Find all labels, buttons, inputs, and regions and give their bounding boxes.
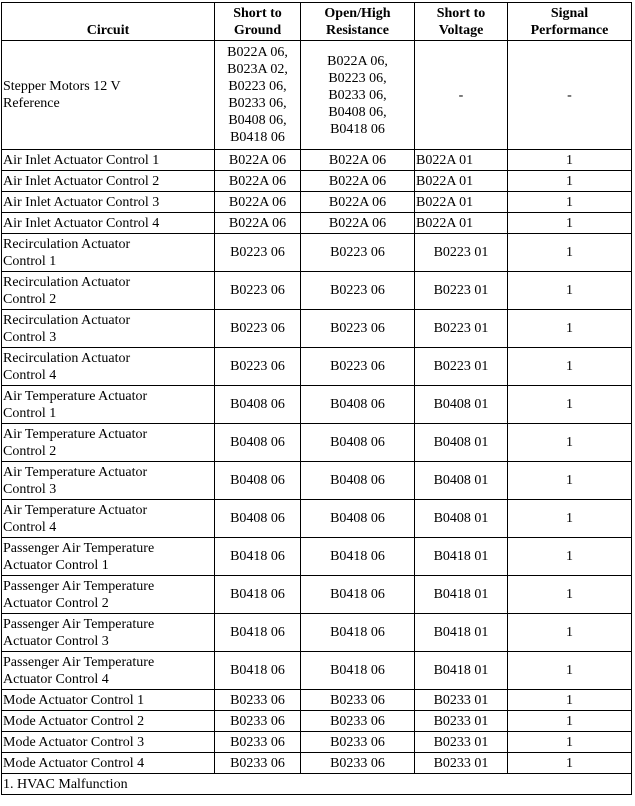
cell-line: Air Temperature Actuator bbox=[3, 426, 148, 442]
cell-signal-performance bbox=[508, 690, 632, 711]
cell-signal-performance bbox=[508, 732, 632, 753]
cell-line: B0408 06 bbox=[230, 473, 285, 488]
header-line: Resistance bbox=[326, 22, 389, 38]
cell-line: 1 bbox=[566, 359, 573, 374]
cell-line: Recirculation Actuator bbox=[3, 236, 131, 252]
cell-line: B022A 06, bbox=[227, 45, 288, 60]
table-body bbox=[2, 41, 632, 774]
cell-line: B023A 02, bbox=[227, 62, 288, 77]
cell-line: B0418 06 bbox=[330, 121, 385, 137]
cell-line: 1 bbox=[566, 173, 573, 189]
table-row bbox=[2, 150, 632, 171]
footnote: 1. HVAC Malfunction bbox=[2, 774, 632, 795]
cell-line: Recirculation Actuator bbox=[3, 312, 131, 328]
cell-signal-performance bbox=[508, 424, 632, 462]
cell-signal-performance bbox=[508, 213, 632, 234]
table-row bbox=[2, 690, 632, 711]
cell-signal-performance bbox=[508, 272, 632, 310]
cell-line: B0408 01 bbox=[433, 435, 489, 450]
cell-line: 1 bbox=[566, 663, 573, 678]
cell-line: Passenger Air Temperature bbox=[3, 616, 155, 632]
cell-short-to-ground bbox=[215, 538, 301, 576]
header-short-to-ground bbox=[215, 3, 301, 41]
cell-short-to-ground bbox=[215, 652, 301, 690]
cell-line: 1 bbox=[566, 194, 573, 210]
cell-short-to-ground bbox=[215, 348, 301, 386]
cell-line: B0233 06, bbox=[228, 96, 287, 111]
cell-short-to-voltage bbox=[415, 711, 508, 732]
table-row bbox=[2, 614, 632, 652]
cell-line: B0408 06 bbox=[230, 511, 285, 526]
cell-line: Mode Actuator Control 3 bbox=[3, 734, 145, 750]
cell-line: B0223 06 bbox=[330, 321, 385, 336]
cell-line: - bbox=[458, 87, 464, 103]
cell-line: B0418 01 bbox=[433, 663, 489, 678]
table-row bbox=[2, 192, 632, 213]
cell-line: B0233 06 bbox=[330, 734, 385, 750]
cell-line: B0408 01 bbox=[433, 473, 489, 488]
cell-line: 1 bbox=[566, 713, 573, 729]
cell-line: B0233 06 bbox=[230, 755, 285, 771]
cell-open-high-resistance bbox=[301, 753, 415, 774]
cell-line: 1 bbox=[566, 321, 573, 336]
cell-short-to-ground bbox=[215, 711, 301, 732]
cell-line: B0418 06 bbox=[330, 549, 385, 564]
cell-line: B0233 06, bbox=[328, 87, 387, 103]
cell-short-to-voltage bbox=[415, 234, 508, 272]
cell-signal-performance bbox=[508, 576, 632, 614]
cell-line: B0408 06 bbox=[330, 397, 385, 412]
cell-line: B0418 01 bbox=[433, 587, 489, 602]
cell-open-high-resistance bbox=[301, 150, 415, 171]
cell-short-to-ground bbox=[215, 690, 301, 711]
cell-open-high-resistance bbox=[301, 690, 415, 711]
header-circuit: Circuit bbox=[2, 3, 215, 41]
cell-short-to-voltage bbox=[415, 690, 508, 711]
cell-short-to-ground bbox=[215, 576, 301, 614]
cell-short-to-ground bbox=[215, 192, 301, 213]
cell-short-to-voltage bbox=[415, 462, 508, 500]
cell-line: Air Inlet Actuator Control 4 bbox=[3, 215, 160, 231]
cell-short-to-voltage bbox=[415, 576, 508, 614]
table-row bbox=[2, 462, 632, 500]
table-row bbox=[2, 386, 632, 424]
cell-line: B0418 06 bbox=[230, 587, 285, 602]
cell-line: B0233 06 bbox=[330, 713, 385, 729]
header-line: Open/High bbox=[324, 5, 391, 21]
cell-open-high-resistance bbox=[301, 171, 415, 192]
cell-line: Control 1 bbox=[3, 405, 57, 421]
cell-line: B0223 01 bbox=[433, 321, 489, 336]
cell-line: Actuator Control 2 bbox=[3, 595, 109, 611]
cell-signal-performance bbox=[508, 652, 632, 690]
cell-circuit bbox=[2, 732, 215, 753]
cell-line: 1 bbox=[566, 755, 573, 771]
cell-line: Actuator Control 1 bbox=[3, 557, 109, 573]
cell-circuit bbox=[2, 711, 215, 732]
cell-line: B022A 06 bbox=[228, 152, 287, 168]
cell-open-high-resistance bbox=[301, 272, 415, 310]
table-row bbox=[2, 348, 632, 386]
cell-short-to-voltage bbox=[415, 41, 508, 150]
cell-signal-performance bbox=[508, 234, 632, 272]
cell-line: Stepper Motors 12 V bbox=[3, 79, 121, 94]
cell-line: 1 bbox=[566, 473, 573, 488]
cell-line: B0408 06 bbox=[330, 473, 385, 488]
cell-line: B022A 06 bbox=[328, 173, 387, 189]
cell-line: B0233 06 bbox=[230, 734, 285, 750]
cell-line: Recirculation Actuator bbox=[3, 274, 131, 290]
cell-open-high-resistance bbox=[301, 732, 415, 753]
cell-short-to-voltage bbox=[415, 310, 508, 348]
cell-short-to-voltage bbox=[415, 213, 508, 234]
cell-line: B0418 01 bbox=[433, 549, 489, 564]
cell-short-to-ground bbox=[215, 171, 301, 192]
cell-line: B0418 06 bbox=[230, 549, 285, 564]
cell-signal-performance bbox=[508, 348, 632, 386]
cell-line: Recirculation Actuator bbox=[3, 350, 131, 366]
cell-line: B0233 06 bbox=[230, 692, 285, 708]
cell-short-to-voltage bbox=[415, 171, 508, 192]
header-line: Performance bbox=[530, 22, 609, 38]
cell-signal-performance bbox=[508, 41, 632, 150]
cell-short-to-ground bbox=[215, 234, 301, 272]
cell-short-to-ground bbox=[215, 500, 301, 538]
cell-line: 1 bbox=[566, 245, 573, 260]
cell-circuit bbox=[2, 150, 215, 171]
cell-line: B022A 06, bbox=[327, 53, 388, 69]
cell-signal-performance bbox=[508, 500, 632, 538]
cell-circuit bbox=[2, 41, 215, 150]
header-line: Short to bbox=[233, 5, 282, 21]
cell-line: B0408 06 bbox=[330, 435, 385, 450]
cell-circuit bbox=[2, 576, 215, 614]
cell-short-to-ground bbox=[215, 462, 301, 500]
cell-line: - bbox=[567, 87, 572, 103]
cell-line: B0418 06 bbox=[330, 663, 385, 678]
cell-line: Control 3 bbox=[3, 329, 57, 345]
cell-circuit bbox=[2, 192, 215, 213]
cell-line: Control 2 bbox=[3, 291, 57, 307]
header-row bbox=[2, 3, 632, 41]
cell-circuit bbox=[2, 310, 215, 348]
table-row bbox=[2, 500, 632, 538]
header-short-to-voltage bbox=[415, 3, 508, 41]
cell-short-to-ground bbox=[215, 41, 301, 150]
cell-open-high-resistance bbox=[301, 41, 415, 150]
cell-line: B0223 01 bbox=[433, 245, 489, 260]
cell-signal-performance bbox=[508, 711, 632, 732]
table-row bbox=[2, 711, 632, 732]
cell-line: B0408 06, bbox=[228, 113, 287, 128]
cell-circuit bbox=[2, 538, 215, 576]
cell-line: B022A 06 bbox=[328, 152, 387, 168]
cell-line: Air Temperature Actuator bbox=[3, 464, 148, 480]
header-open-high-resistance bbox=[301, 3, 415, 41]
cell-short-to-ground bbox=[215, 386, 301, 424]
cell-line: B0233 06 bbox=[330, 755, 385, 771]
cell-line: B0418 06 bbox=[330, 587, 385, 602]
cell-line: B022A 01 bbox=[416, 194, 474, 210]
cell-open-high-resistance bbox=[301, 576, 415, 614]
cell-short-to-voltage bbox=[415, 753, 508, 774]
cell-signal-performance bbox=[508, 150, 632, 171]
cell-open-high-resistance bbox=[301, 213, 415, 234]
table-row bbox=[2, 41, 632, 150]
cell-open-high-resistance bbox=[301, 652, 415, 690]
cell-line: B0223 06 bbox=[230, 321, 285, 336]
cell-circuit bbox=[2, 462, 215, 500]
cell-line: B0408 01 bbox=[433, 397, 489, 412]
cell-open-high-resistance bbox=[301, 386, 415, 424]
cell-line: 1 bbox=[566, 587, 573, 602]
cell-line: B0223 06 bbox=[330, 245, 385, 260]
cell-line: 1 bbox=[566, 215, 573, 231]
cell-short-to-voltage bbox=[415, 424, 508, 462]
cell-open-high-resistance bbox=[301, 500, 415, 538]
cell-line: B0223 06, bbox=[228, 79, 287, 94]
cell-signal-performance bbox=[508, 310, 632, 348]
cell-line: 1 bbox=[566, 435, 573, 450]
cell-open-high-resistance bbox=[301, 538, 415, 576]
cell-line: 1 bbox=[566, 152, 573, 168]
cell-line: 1 bbox=[566, 692, 573, 708]
cell-signal-performance bbox=[508, 171, 632, 192]
cell-line: B0223 06 bbox=[330, 359, 385, 374]
cell-short-to-voltage bbox=[415, 652, 508, 690]
cell-circuit bbox=[2, 690, 215, 711]
cell-line: B0233 06 bbox=[330, 692, 385, 708]
cell-line: B0223 06 bbox=[330, 283, 385, 298]
cell-line: B0223 01 bbox=[433, 359, 489, 374]
cell-open-high-resistance bbox=[301, 192, 415, 213]
cell-line: B022A 01 bbox=[416, 152, 474, 168]
cell-short-to-ground bbox=[215, 424, 301, 462]
cell-circuit bbox=[2, 424, 215, 462]
cell-line: B022A 01 bbox=[416, 173, 474, 189]
cell-line: B0418 01 bbox=[433, 625, 489, 640]
cell-circuit bbox=[2, 652, 215, 690]
cell-line: Passenger Air Temperature bbox=[3, 654, 155, 670]
cell-line: B0223 06 bbox=[230, 245, 285, 260]
table-row bbox=[2, 576, 632, 614]
cell-signal-performance bbox=[508, 462, 632, 500]
cell-circuit bbox=[2, 171, 215, 192]
footnote-row bbox=[2, 774, 632, 795]
cell-open-high-resistance bbox=[301, 310, 415, 348]
cell-line: B0418 06 bbox=[230, 625, 285, 640]
cell-open-high-resistance bbox=[301, 348, 415, 386]
cell-line: 1 bbox=[566, 625, 573, 640]
cell-line: B0223 06 bbox=[230, 283, 285, 298]
cell-line: Control 4 bbox=[3, 519, 57, 535]
cell-line: 1 bbox=[566, 549, 573, 564]
cell-line: 1 bbox=[566, 283, 573, 298]
cell-line: Mode Actuator Control 4 bbox=[3, 755, 145, 771]
table-row bbox=[2, 424, 632, 462]
cell-signal-performance bbox=[508, 614, 632, 652]
cell-line: Air Inlet Actuator Control 3 bbox=[3, 194, 160, 210]
cell-line: B0233 01 bbox=[433, 713, 489, 729]
cell-line: Passenger Air Temperature bbox=[3, 578, 155, 594]
cell-line: B0233 01 bbox=[433, 692, 489, 708]
cell-line: Passenger Air Temperature bbox=[3, 540, 155, 556]
cell-open-high-resistance bbox=[301, 424, 415, 462]
cell-line: B022A 06 bbox=[328, 194, 387, 210]
cell-line: B022A 06 bbox=[328, 215, 387, 231]
cell-circuit bbox=[2, 213, 215, 234]
cell-line: 1 bbox=[566, 511, 573, 526]
cell-line: B0408 06, bbox=[328, 104, 387, 120]
table-row bbox=[2, 652, 632, 690]
cell-open-high-resistance bbox=[301, 462, 415, 500]
circuit-dtc-table bbox=[1, 2, 632, 795]
cell-line: B0223 06 bbox=[230, 359, 285, 374]
header-line: Signal bbox=[550, 5, 589, 21]
cell-line: B0408 06 bbox=[330, 511, 385, 526]
cell-line: 1 bbox=[566, 734, 573, 750]
cell-line: B0418 06 bbox=[330, 625, 385, 640]
cell-signal-performance bbox=[508, 538, 632, 576]
header-signal-performance bbox=[508, 3, 632, 41]
cell-line: B0223 01 bbox=[433, 283, 489, 298]
table-row bbox=[2, 753, 632, 774]
header-line: Voltage bbox=[438, 22, 484, 38]
cell-line: Air Inlet Actuator Control 2 bbox=[3, 173, 160, 189]
cell-line: B0233 01 bbox=[433, 755, 489, 771]
cell-line: Air Temperature Actuator bbox=[3, 388, 148, 404]
cell-line: B0418 06 bbox=[230, 663, 285, 678]
cell-short-to-voltage bbox=[415, 348, 508, 386]
table-row bbox=[2, 171, 632, 192]
header-line: Ground bbox=[233, 22, 282, 38]
cell-signal-performance bbox=[508, 192, 632, 213]
cell-line: B0233 01 bbox=[433, 734, 489, 750]
cell-circuit bbox=[2, 500, 215, 538]
table-row bbox=[2, 213, 632, 234]
cell-circuit bbox=[2, 614, 215, 652]
table-row bbox=[2, 732, 632, 753]
cell-line: Reference bbox=[3, 96, 60, 111]
cell-signal-performance bbox=[508, 386, 632, 424]
cell-line: B0408 01 bbox=[433, 511, 489, 526]
cell-short-to-ground bbox=[215, 310, 301, 348]
cell-short-to-ground bbox=[215, 213, 301, 234]
cell-open-high-resistance bbox=[301, 614, 415, 652]
cell-short-to-voltage bbox=[415, 614, 508, 652]
cell-line: Mode Actuator Control 1 bbox=[3, 692, 145, 708]
cell-short-to-voltage bbox=[415, 732, 508, 753]
cell-short-to-voltage bbox=[415, 150, 508, 171]
cell-circuit bbox=[2, 234, 215, 272]
cell-line: B022A 06 bbox=[228, 215, 287, 231]
cell-short-to-ground bbox=[215, 272, 301, 310]
cell-short-to-voltage bbox=[415, 192, 508, 213]
cell-line: Control 1 bbox=[3, 253, 57, 269]
cell-short-to-ground bbox=[215, 753, 301, 774]
cell-line: B0223 06, bbox=[328, 70, 387, 86]
cell-line: Mode Actuator Control 2 bbox=[3, 713, 145, 729]
cell-signal-performance bbox=[508, 753, 632, 774]
cell-short-to-voltage bbox=[415, 538, 508, 576]
cell-circuit bbox=[2, 348, 215, 386]
cell-short-to-voltage bbox=[415, 500, 508, 538]
cell-line: Air Temperature Actuator bbox=[3, 502, 148, 518]
cell-line: Control 4 bbox=[3, 367, 57, 383]
table-row bbox=[2, 234, 632, 272]
cell-short-to-ground bbox=[215, 150, 301, 171]
cell-short-to-ground bbox=[215, 614, 301, 652]
cell-line: Actuator Control 3 bbox=[3, 633, 109, 649]
cell-short-to-ground bbox=[215, 732, 301, 753]
cell-line: B0408 06 bbox=[230, 397, 285, 412]
cell-line: B022A 06 bbox=[228, 194, 287, 210]
cell-line: Actuator Control 4 bbox=[3, 671, 109, 687]
cell-line: B0233 06 bbox=[230, 713, 285, 729]
header-line: Short to bbox=[436, 5, 486, 21]
table-row bbox=[2, 272, 632, 310]
cell-line: B0408 06 bbox=[230, 435, 285, 450]
cell-short-to-voltage bbox=[415, 272, 508, 310]
cell-short-to-voltage bbox=[415, 386, 508, 424]
cell-circuit bbox=[2, 753, 215, 774]
cell-circuit bbox=[2, 386, 215, 424]
cell-line: Air Inlet Actuator Control 1 bbox=[3, 152, 160, 168]
cell-circuit bbox=[2, 272, 215, 310]
cell-line: Control 3 bbox=[3, 481, 57, 497]
cell-line: 1 bbox=[566, 397, 573, 412]
dtc-table-wrapper bbox=[1, 2, 631, 795]
cell-line: B022A 01 bbox=[416, 215, 474, 231]
table-row bbox=[2, 538, 632, 576]
cell-line: Control 2 bbox=[3, 443, 57, 459]
cell-open-high-resistance bbox=[301, 711, 415, 732]
table-row bbox=[2, 310, 632, 348]
cell-open-high-resistance bbox=[301, 234, 415, 272]
cell-line: B022A 06 bbox=[228, 173, 287, 189]
cell-line: B0418 06 bbox=[230, 130, 285, 145]
